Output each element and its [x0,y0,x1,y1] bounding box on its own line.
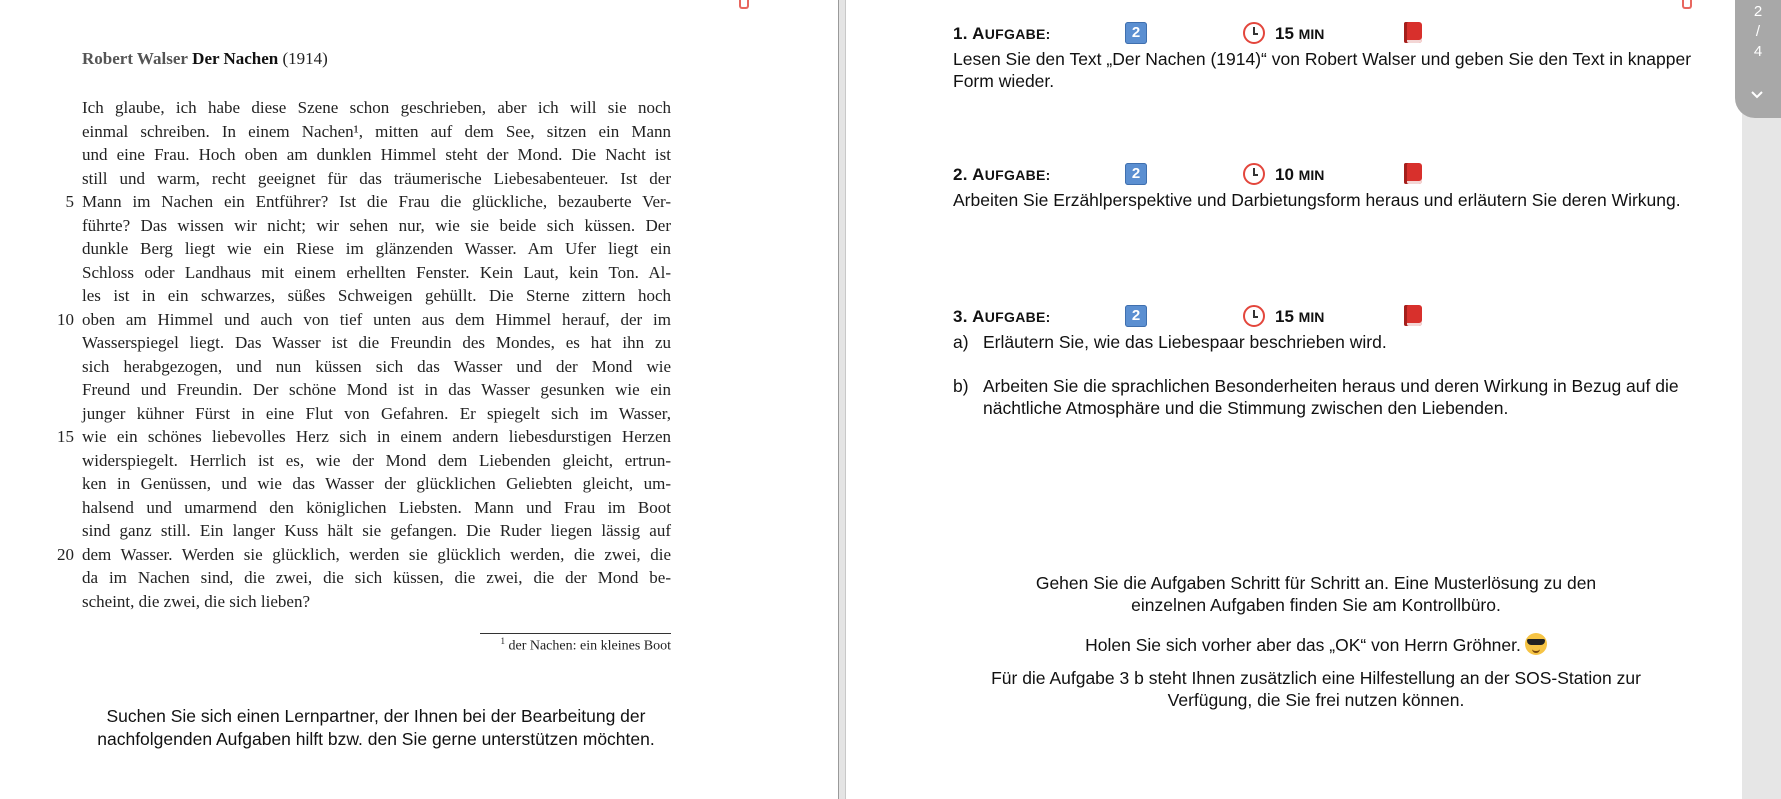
line-text: Mann im Nachen ein Entführer? Ist die Frau die glückliche, bezauberte Ver- [82,192,671,211]
story-line [40,261,680,285]
story-line [40,308,680,332]
line-number [40,519,82,543]
task-instruction: Arbeiten Sie Erzählperspektive und Darbietungsform heraus und erläutern Sie deren Wirkung. [953,190,1681,210]
partner-line: Suchen Sie sich einen Lernpartner, der Ihnen bei der Bearbeitung der [106,706,646,726]
alarm-clock-icon [1243,305,1265,327]
line-text: sich herabgezogen, und nun küssen sich das Wasser und der Mond wie [82,356,671,376]
line-text: still und warm, recht geeignet für das träumerische Liebesabenteuer. Ist der [82,168,671,188]
task-header [953,163,1713,189]
line-text: Schloss oder Landhaus mit einem erhellten Fenster. Kein Laut, kein Ton. Al- [82,262,671,282]
line-number: 15 [57,427,74,446]
task-subitem-b [953,375,1713,419]
line-number [40,120,82,144]
story-line [40,190,680,214]
story-line [40,566,680,590]
text-heading [82,49,328,69]
line-number [40,284,82,308]
line-number [40,378,82,402]
task-title: 3. AUFGABE: [953,307,1051,326]
line-text: und eine Frau. Hoch oben am dunklen Himmel steht der Mond. Die Nacht ist [82,145,671,164]
work-year: (1914) [282,49,328,68]
line-number [40,96,82,120]
chevron-down-icon[interactable] [1750,88,1764,102]
story-line [40,472,680,496]
line-number [40,237,82,261]
smiling-face-with-sunglasses-icon [1525,633,1547,655]
line-text: ken in Genüssen, und wie das Wasser der glücklichen Geliebten gleicht, um- [82,474,671,493]
alarm-clock-icon [1243,163,1265,185]
bookmark-icon[interactable] [1682,0,1692,9]
partner-instruction [40,705,712,751]
subitem-text: Arbeiten Sie die sprachlichen Besonderheiten heraus und deren Wirkung in Bezug auf die nächtliche Atmosphäre und die Stimmung zwischen den Liebenden. [983,376,1679,418]
task-header [953,305,1713,331]
line-text: wie ein schönes liebevolles Herz sich in einem andern liebesdurstigen Herzen [82,427,671,446]
total-pages: 4 [1753,43,1763,60]
sos-instruction: Für die Aufgabe 3 b steht Ihnen zusätzlich eine Hilfestellung an der SOS-Station zur Verfügung, die Sie frei nutzen können. [991,668,1641,710]
line-text: Wasserspiegel liegt. Das Wasser ist die Freundin des Mondes, es hat ihn zu [82,333,671,352]
red-book-icon [1404,22,1422,43]
subitem-label: b) [953,376,969,396]
story-line [40,167,680,191]
line-number [40,214,82,238]
story-line [40,378,680,402]
task-duration: 15 MIN [1275,24,1325,43]
task-header [953,22,1713,48]
task-2 [953,163,1713,211]
number-two-badge-icon: 2 [1125,305,1147,327]
story-text [40,96,680,613]
line-number: 20 [57,544,74,564]
page-indicator [1735,2,1781,62]
line-text: scheint, die zwei, die sich lieben? [82,591,310,611]
story-line [40,543,680,567]
story-line [40,284,680,308]
line-text: Ich glaube, ich habe diese Szene schon geschrieben, aber ich will sie noch [82,98,671,117]
story-line [40,331,680,355]
line-text: oben am Himmel und auch von tief unten aus dem Himmel herauf, der im [82,309,671,329]
page-left [0,0,838,799]
line-text: widerspiegelt. Herrlich ist es, wie der Mond dem Liebenden gleicht, ertrun- [82,450,671,470]
story-line [40,519,680,543]
task-3 [953,305,1713,419]
line-number [40,472,82,496]
line-number [40,261,82,285]
story-line [40,355,680,379]
subitem-label: a) [953,332,969,352]
author-name: Robert Walser [82,49,188,68]
story-line [40,214,680,238]
ok-instruction: Holen Sie sich vorher aber das „OK“ von Herrn Gröhner. [966,633,1666,656]
line-text: junger kühner Fürst in eine Flut von Gefahren. Er spiegelt sich im Wasser, [82,403,671,423]
line-text: halsend und umarmend den königlichen Liebsten. Mann und Frau im Boot [82,497,671,517]
line-number [40,143,82,167]
step-instruction: Gehen Sie die Aufgaben Schritt für Schritt an. Eine Musterlösung zu den einzelnen Aufgaben finden Sie am Kontrollbüro. [1035,573,1597,615]
line-text: einmal schreiben. In einem Nachen¹, mitten auf dem See, sitzen ein Mann [82,121,671,141]
story-line [40,237,680,261]
footnote [480,633,671,655]
story-line [40,590,680,614]
page-navigator[interactable] [1735,0,1781,118]
line-number [40,402,82,426]
task-1 [953,22,1713,92]
line-number [40,496,82,520]
story-line [40,496,680,520]
story-line [40,449,680,473]
line-number: 10 [57,309,74,329]
red-book-icon [1404,305,1422,326]
page-separator: / [1755,23,1761,40]
line-number [40,590,82,614]
footnote-text: der Nachen: ein kleines Boot [508,638,671,654]
line-number [40,449,82,473]
line-text: dunkle Berg liegt wie ein Riese im glänzenden Wasser. Am Ufer liegt ein [82,239,671,258]
story-line [40,143,680,167]
story-line [40,120,680,144]
line-text: dem Wasser. Werden sie glücklich, werden sie glücklich werden, die zwei, die [82,544,671,564]
page-divider [838,0,846,799]
story-line [40,425,680,449]
partner-line: nachfolgenden Aufgaben hilft bzw. den Sie gerne unterstützen möchten. [97,729,655,749]
task-instruction: Lesen Sie den Text „Der Nachen (1914)“ von Robert Walser und geben Sie den Text in knapper Form wieder. [953,49,1692,91]
task-duration: 10 MIN [1275,165,1325,184]
story-line [40,402,680,426]
footnote-mark: 1 [500,636,505,646]
task-title: 1. AUFGABE: [953,24,1051,43]
bookmark-icon[interactable] [739,0,749,9]
story-line [40,96,680,120]
line-number: 5 [65,192,74,211]
line-text: Freund und Freundin. Der schöne Mond ist in das Wasser gesunken wie ein [82,380,671,399]
current-page: 2 [1753,3,1763,20]
line-number [40,355,82,379]
number-two-badge-icon: 2 [1125,22,1147,44]
task-duration: 15 MIN [1275,307,1325,326]
line-text: da im Nachen sind, die zwei, die sich küssen, die zwei, die der Mond be- [82,568,671,587]
line-number [40,167,82,191]
line-number [40,566,82,590]
subitem-text: Erläutern Sie, wie das Liebespaar beschrieben wird. [983,332,1387,352]
line-number [40,331,82,355]
page-right [846,0,1742,799]
line-text: les ist in ein schwarzes, süßes Schweigen gehüllt. Die Sterne zittern hoch [82,286,671,305]
line-text: führte? Das wissen wir nicht; wir sehen nur, wie sie beide sich küssen. Der [82,215,671,235]
alarm-clock-icon [1243,22,1265,44]
work-title: Der Nachen [192,49,279,68]
number-two-badge-icon: 2 [1125,163,1147,185]
task-title: 2. AUFGABE: [953,165,1051,184]
line-text: sind ganz still. Ein langer Kuss hält sie gefangen. Die Ruder liegen lässig auf [82,521,671,540]
task-subitem-a [953,331,1713,353]
red-book-icon [1404,163,1422,184]
